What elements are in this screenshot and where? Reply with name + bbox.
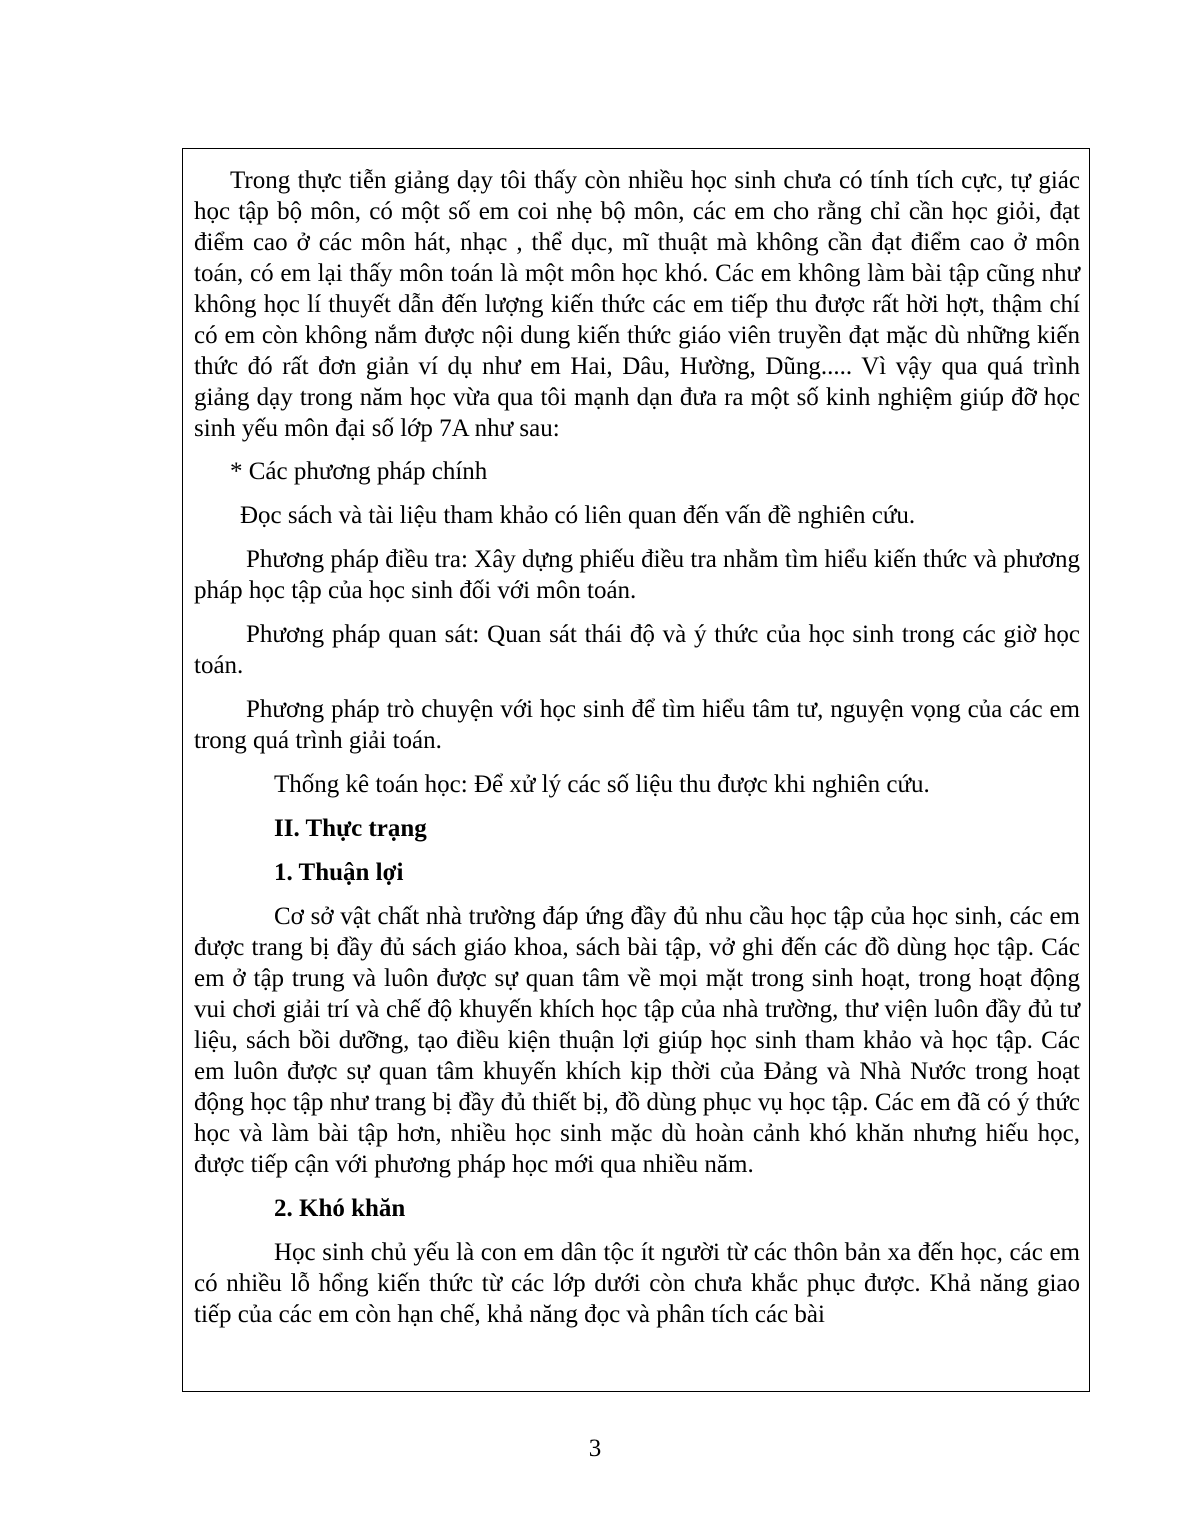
heading-advantages: 1. Thuận lợi: [274, 859, 404, 886]
method-talk: Phương pháp trò chuyện với học sinh để tìm hiểu tâm tư, nguyện vọng của các em trong quá trình giải toán.: [194, 696, 1080, 754]
heading-difficulties: 2. Khó khăn: [274, 1195, 406, 1222]
page-frame: [182, 148, 1090, 1392]
difficulties-paragraph: Học sinh chủ yếu là con em dân tộc ít người từ các thôn bản xa đến học, các em có nhiều lỗ hổng kiến thức từ các lớp dưới còn chưa khắc phục được. Khả năng giao tiếp của các em còn hạn chế, khả năng đọc và phân tích các bài: [194, 1239, 1080, 1328]
method-reading: Đọc sách và tài liệu tham khảo có liên quan đến vấn đề nghiên cứu.: [240, 502, 916, 529]
intro-paragraph: Trong thực tiễn giảng dạy tôi thấy còn nhiều học sinh chưa có tính tích cực, tự giác học tập bộ môn, có một số em coi nhẹ bộ môn, các em cho rằng chỉ cần học giỏi, đạt điểm cao ở các môn hát, nhạc , thể dục, mĩ thuật mà không cần đạt điểm cao ở môn toán, có em lại thấy môn toán là một môn học khó. Các em không làm bài tập cũng như không học lí thuyết dẫn đến lượng kiến thức các em tiếp thu được rất hời hợt, thậm chí có em còn không nắm được nội dung kiến thức giáo viên truyền đạt mặc dù những kiến thức đó rất đơn giản ví dụ như em Hai, Dâu, Hường, Dũng..... Vì vậy qua quá trình giảng dạy trong năm học vừa qua tôi mạnh dạn đưa ra một số kinh nghiệm giúp đỡ học sinh yếu môn đại số lớp 7A như sau:: [194, 167, 1080, 442]
page-number: 3: [588, 1435, 602, 1462]
methods-title: * Các phương pháp chính: [230, 458, 488, 485]
method-observe: Phương pháp quan sát: Quan sát thái độ và ý thức của học sinh trong các giờ học toán.: [194, 621, 1080, 679]
method-stats: Thống kê toán học: Để xử lý các số liệu thu được khi nghiên cứu.: [274, 771, 930, 798]
method-survey: Phương pháp điều tra: Xây dựng phiếu điều tra nhằm tìm hiểu kiến thức và phương pháp học tập của học sinh đối với môn toán.: [194, 546, 1080, 604]
document-body: [194, 165, 1080, 1330]
advantages-paragraph: Cơ sở vật chất nhà trường đáp ứng đầy đủ nhu cầu học tập của học sinh, các em được trang bị đầy đủ sách giáo khoa, sách bài tập, vở ghi đến các đồ dùng học tập. Các em ở tập trung và luôn được sự quan tâm về mọi mặt trong sinh hoạt, trong hoạt động vui chơi giải trí và chế độ khuyến khích học tập của nhà trường, thư viện luôn đầy đủ tư liệu, sách bồi dưỡng, tạo điều kiện thuận lợi giúp học sinh tham khảo và học tập. Các em luôn được sự quan tâm khuyến khích kịp thời của Đảng và Nhà Nước trong hoạt động học tập như trang bị đầy đủ thiết bị, đồ dùng phục vụ học tập. Các em đã có ý thức học và làm bài tập hơn, nhiều học sinh mặc dù hoàn cảnh khó khăn nhưng hiếu học, được tiếp cận với phương pháp học mới qua nhiều năm.: [194, 903, 1080, 1178]
heading-status: II. Thực trạng: [274, 815, 427, 842]
